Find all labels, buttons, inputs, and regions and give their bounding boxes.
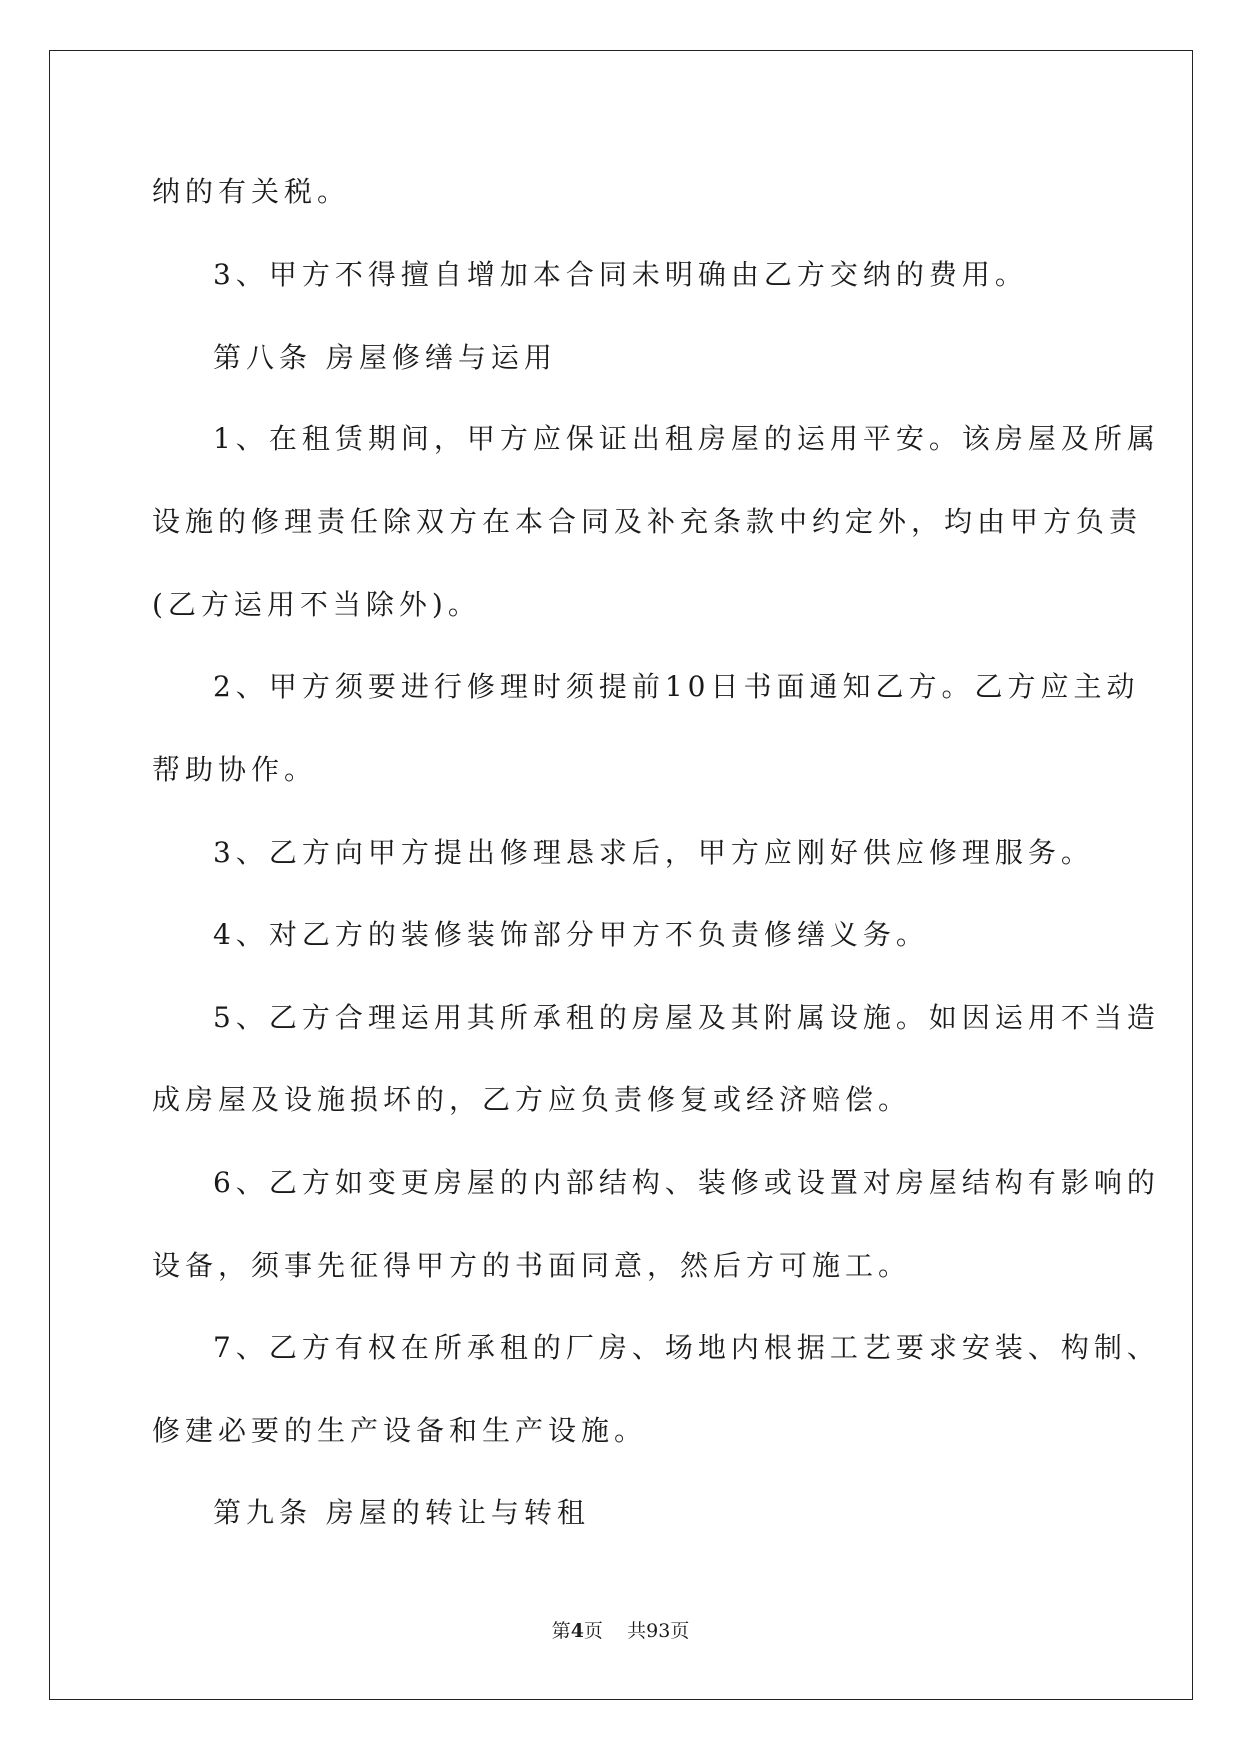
page-footer <box>0 1618 1241 1644</box>
page-number: 4 <box>570 1620 584 1642</box>
paragraph-line: 3、乙方向甲方提出修理恳求后，甲方应刚好供应修理服务。 <box>213 836 1094 869</box>
section-heading: 第九条 房屋的转让与转租 <box>213 1496 590 1529</box>
paragraph-line: 修建必要的生产设备和生产设施。 <box>152 1414 648 1447</box>
total-pages: 93 <box>646 1620 671 1642</box>
paragraph-line: 5、乙方合理运用其所承租的房屋及其附属设施。如因运用不当造 <box>213 1001 1160 1034</box>
paragraph-line: 6、乙方如变更房屋的内部结构、装修或设置对房屋结构有影响的 <box>213 1166 1160 1199</box>
paragraph-line: 纳的有关税。 <box>152 175 351 208</box>
paragraph-line: 成房屋及设施损坏的，乙方应负责修复或经济赔偿。 <box>152 1083 912 1116</box>
paragraph-line: 3、甲方不得擅自增加本合同未明确由乙方交纳的费用。 <box>213 258 1028 291</box>
paragraph-line: 设备，须事先征得甲方的书面同意，然后方可施工。 <box>152 1249 912 1282</box>
paragraph-line: 2、甲方须要进行修理时须提前10日书面通知乙方。乙方应主动 <box>213 670 1140 703</box>
total-suffix: 页 <box>670 1620 690 1642</box>
section-heading: 第八条 房屋修缮与运用 <box>213 341 557 374</box>
page-border <box>49 50 1193 1700</box>
paragraph-line: 1、在租赁期间，甲方应保证出租房屋的运用平安。该房屋及所属 <box>213 422 1160 455</box>
page-suffix: 页 <box>583 1620 603 1642</box>
paragraph-line: 4、对乙方的装修装饰部分甲方不负责修缮义务。 <box>213 918 929 951</box>
paragraph-line: 设施的修理责任除双方在本合同及补充条款中约定外，均由甲方负责 <box>152 505 1143 538</box>
page-prefix: 第 <box>551 1620 571 1642</box>
paragraph-line: 帮助协作。 <box>152 753 318 786</box>
total-prefix: 共 <box>627 1620 647 1642</box>
paragraph-line: 7、乙方有权在所承租的厂房、场地内根据工艺要求安装、构制、 <box>213 1331 1160 1364</box>
paragraph-line: (乙方运用不当除外)。 <box>152 588 481 621</box>
